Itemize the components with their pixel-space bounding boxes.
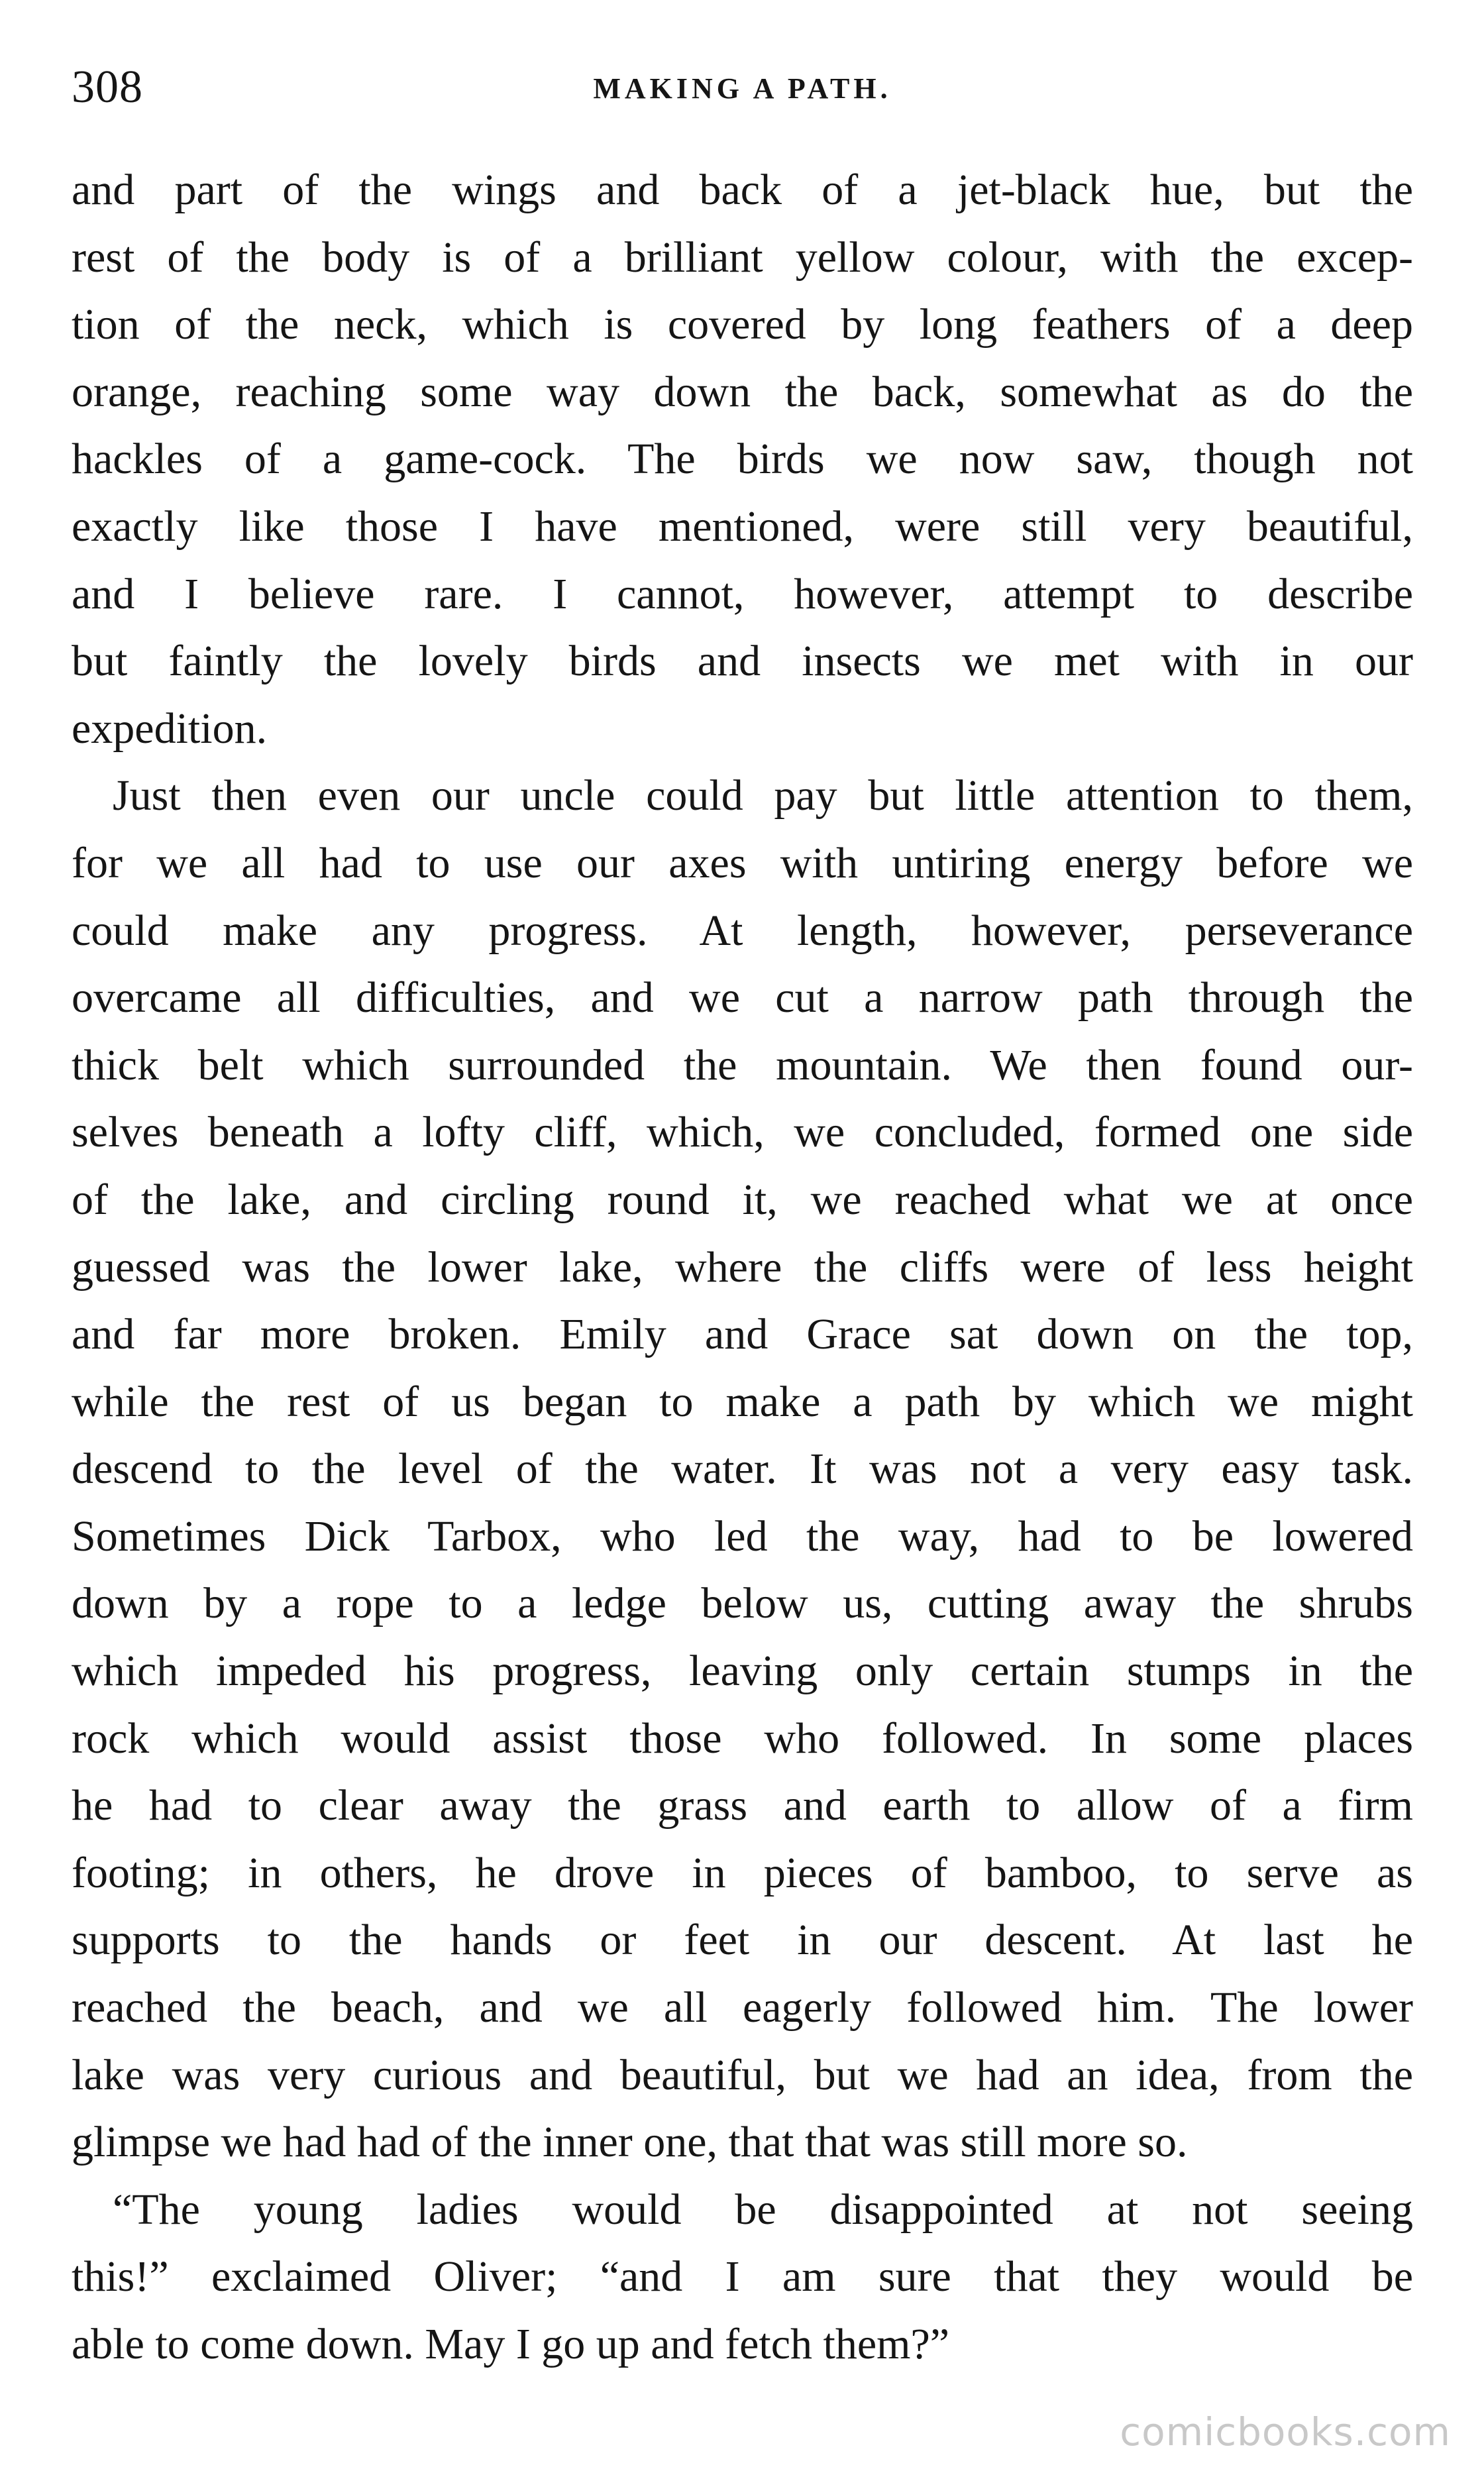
text-line: footing; in others, he drove in pieces of bamboo, to serve as — [72, 1848, 1413, 1897]
text-line: down by a rope to a ledge below us, cutting away the shrubs — [72, 1579, 1413, 1628]
text-line: of the lake, and circling round it, we reached what we at once — [72, 1175, 1413, 1224]
text-line: exactly like those I have mentioned, were still very beautiful, — [72, 502, 1413, 551]
text-line: and part of the wings and back of a jet-black hue, but the — [72, 166, 1413, 214]
text-line: rock which would assist those who followed. In some places — [72, 1714, 1413, 1763]
text-line: lake was very curious and beautiful, but we had an idea, from the — [72, 2050, 1413, 2099]
text-line: and far more broken. Emily and Grace sat down on the top, — [72, 1310, 1413, 1359]
text-line: expedition. — [72, 704, 268, 753]
text-line: glimpse we had had of the inner one, that that was still more so. — [72, 2118, 1188, 2167]
page-number: 308 — [72, 62, 143, 113]
text-line: overcame all difficulties, and we cut a narrow path through the — [72, 973, 1413, 1022]
text-line: able to come down. May I go up and fetch them?” — [72, 2320, 950, 2368]
text-line: rest of the body is of a brilliant yellow colour, with the excep- — [72, 233, 1413, 282]
text-line: selves beneath a lofty cliff, which, we concluded, formed one side — [72, 1108, 1413, 1157]
text-line: Sometimes Dick Tarbox, who led the way, had to be lowered — [72, 1511, 1413, 1561]
text-line: thick belt which surrounded the mountain. We then found our- — [72, 1040, 1413, 1089]
paragraph-start-line: “The young ladies would be disappointed at not seeing — [113, 2185, 1413, 2234]
text-line: reached the beach, and we all eagerly followed him. The lower — [72, 1983, 1413, 2032]
text-line: while the rest of us began to make a path by which we might — [72, 1377, 1413, 1426]
text-line: for we all had to use our axes with untiring energy before we — [72, 838, 1413, 887]
text-line: could make any progress. At length, however, perseverance — [72, 906, 1413, 955]
text-line: which impeded his progress, leaving only certain stumps in the — [72, 1647, 1413, 1696]
paragraph-start-line: Just then even our uncle could pay but little attention to them, — [113, 771, 1413, 820]
page-header — [72, 61, 1413, 121]
text-line: supports to the hands or feet in our descent. At last he — [72, 1916, 1413, 1965]
text-line: but faintly the lovely birds and insects we met with in our — [72, 637, 1413, 686]
text-line: tion of the neck, which is covered by long feathers of a deep — [72, 300, 1413, 349]
body-text — [72, 156, 1413, 2378]
text-line: orange, reaching some way down the back, somewhat as do the — [72, 367, 1413, 416]
text-line: descend to the level of the water. It was not a very easy task. — [72, 1445, 1413, 1494]
running-head: MAKING A PATH. — [593, 72, 892, 105]
watermark: comicbooks.com — [1120, 2409, 1451, 2454]
text-line: guessed was the lower lake, where the cliffs were of less height — [72, 1242, 1413, 1291]
text-line: hackles of a game-cock. The birds we now saw, though not — [72, 435, 1413, 484]
text-line: and I believe rare. I cannot, however, attempt to describe — [72, 569, 1413, 618]
text-line: he had to clear away the grass and earth to allow of a firm — [72, 1781, 1413, 1830]
text-line: this!” exclaimed Oliver; “and I am sure that they would be — [72, 2252, 1413, 2301]
